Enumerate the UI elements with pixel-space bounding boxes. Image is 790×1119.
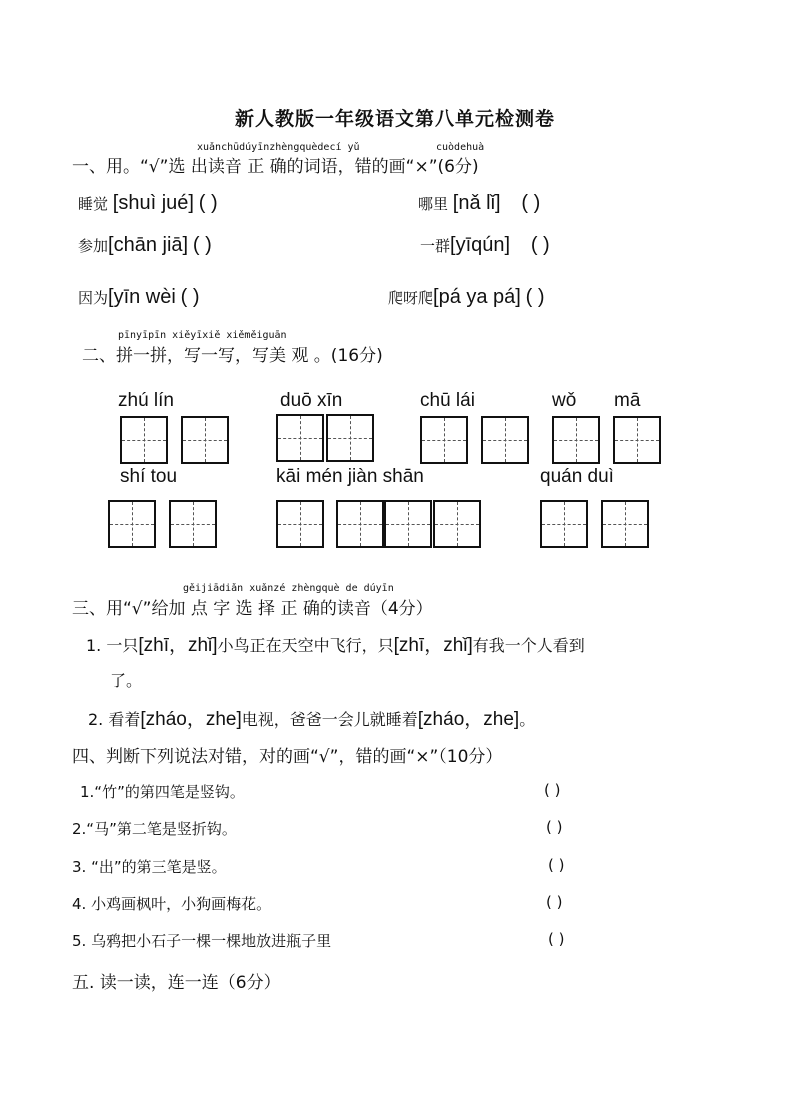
answer-paren[interactable]: ( ) <box>546 818 563 836</box>
pinyin-label: duō xīn <box>280 390 343 411</box>
pinyin-label: chū lái <box>420 390 475 411</box>
word: 爬呀爬 <box>388 289 434 307</box>
pinyin-label: kāi mén jiàn shān <box>276 466 424 487</box>
judge-item: 2.“马”第二笔是竖折钩。 <box>72 820 237 838</box>
text: 小鸟正在天空中飞行，只 <box>217 636 394 655</box>
pinyin: [yīn wèi <box>108 286 176 308</box>
answer-paren[interactable]: ( ) <box>525 286 545 308</box>
section5-heading: 五. 读一读，连一连（6分） <box>72 973 281 993</box>
answer-paren[interactable]: ( ) <box>198 192 218 214</box>
writing-grid[interactable] <box>601 500 649 548</box>
judge-item: 5. 乌鸦把小石子一棵一棵地放进瓶子里 <box>72 932 332 950</box>
pinyin: [nǎ lǐ] <box>452 192 501 214</box>
pinyin-label: mā <box>614 390 641 411</box>
question-item <box>78 192 218 215</box>
answer-paren[interactable]: ( ) <box>180 286 200 308</box>
pinyin-label: zhú lín <box>118 390 174 411</box>
question-item <box>78 286 200 309</box>
judge-item: 3. “出”的第三笔是竖。 <box>72 858 227 876</box>
pinyin-label: quán duì <box>540 466 614 487</box>
page-title: 新人教版一年级语文第八单元检测卷 <box>234 108 555 130</box>
answer-paren[interactable]: ( ) <box>192 234 212 256</box>
pinyin-choice[interactable]: [zhī，zhǐ] <box>138 635 218 656</box>
answer-paren[interactable]: ( ) <box>544 781 561 799</box>
writing-grid[interactable] <box>181 416 229 464</box>
writing-grid[interactable] <box>276 414 324 462</box>
pinyin-label: shí tou <box>120 466 178 487</box>
writing-grid[interactable] <box>433 500 481 548</box>
text: 。 <box>519 710 536 729</box>
section3-pinyin: gěijiādiǎn xuǎnzé zhèngquè de dúyīn <box>183 583 394 594</box>
question-item <box>78 234 212 257</box>
pinyin: [yīqún] <box>450 234 511 256</box>
answer-paren[interactable]: ( ) <box>548 856 565 874</box>
pinyin-choice[interactable]: [zháo，zhe] <box>417 709 520 730</box>
judge-item: 4. 小鸡画枫叶，小狗画梅花。 <box>72 895 272 913</box>
answer-paren[interactable]: ( ) <box>530 234 550 256</box>
section2-pinyin: pīnyīpīn xiěyīxiě xiěměiguān <box>118 330 287 341</box>
writing-grid[interactable] <box>336 500 384 548</box>
pinyin-choice[interactable]: [zhī，zhǐ] <box>393 635 473 656</box>
text: 有我一个人看到 <box>472 636 585 655</box>
word: 哪里 <box>418 195 449 213</box>
section1-heading: 一、用。“√”选 出读音 正 确的词语，错的画“×”(6分) <box>72 157 479 177</box>
section2-heading: 二、拼一拼，写一写，写美 观 。(16分) <box>82 346 383 366</box>
pinyin: [shuì jué] <box>112 192 194 214</box>
section4-heading: 四、判断下列说法对错，对的画“√”，错的画“×”（10分） <box>72 747 503 767</box>
writing-grid[interactable] <box>120 416 168 464</box>
word: 睡觉 <box>78 195 109 213</box>
question-line-cont: 了。 <box>110 671 143 690</box>
answer-paren[interactable]: ( ) <box>521 192 541 214</box>
question-item <box>418 192 540 215</box>
writing-grid[interactable] <box>481 416 529 464</box>
writing-grid[interactable] <box>420 416 468 464</box>
section1-pinyin-2: cuòdehuà <box>436 142 485 153</box>
writing-grid[interactable] <box>552 416 600 464</box>
writing-grid[interactable] <box>613 416 661 464</box>
question-item <box>388 286 545 309</box>
section3-heading: 三、用“√”给加 点 字 选 择 正 确的读音（4分） <box>72 599 433 619</box>
writing-grid[interactable] <box>384 500 432 548</box>
section1-pinyin: xuǎnchūdúyīnzhèngquèdecí yǔ <box>197 142 360 153</box>
writing-grid[interactable] <box>540 500 588 548</box>
writing-grid[interactable] <box>276 500 324 548</box>
text: 电视，爸爸一会儿就睡着 <box>241 710 418 729</box>
word: 参加 <box>78 237 109 255</box>
question-item <box>420 234 550 257</box>
answer-paren[interactable]: ( ) <box>546 893 563 911</box>
writing-grid[interactable] <box>326 414 374 462</box>
text: 2. 看着 <box>88 710 141 729</box>
answer-paren[interactable]: ( ) <box>548 930 565 948</box>
word: 因为 <box>78 289 109 307</box>
word: 一群 <box>420 237 451 255</box>
writing-grid[interactable] <box>169 500 217 548</box>
question-line <box>86 630 585 657</box>
pinyin-choice[interactable]: [zháo，zhe] <box>140 709 242 730</box>
pinyin: [pá ya pá] <box>433 286 521 308</box>
pinyin-label: wǒ <box>552 390 577 411</box>
judge-item: 1.“竹”的第四笔是竖钩。 <box>80 783 245 801</box>
text: 1. 一只 <box>86 636 139 655</box>
question-line <box>88 704 535 731</box>
writing-grid[interactable] <box>108 500 156 548</box>
pinyin: [chān jiā] <box>108 234 189 256</box>
